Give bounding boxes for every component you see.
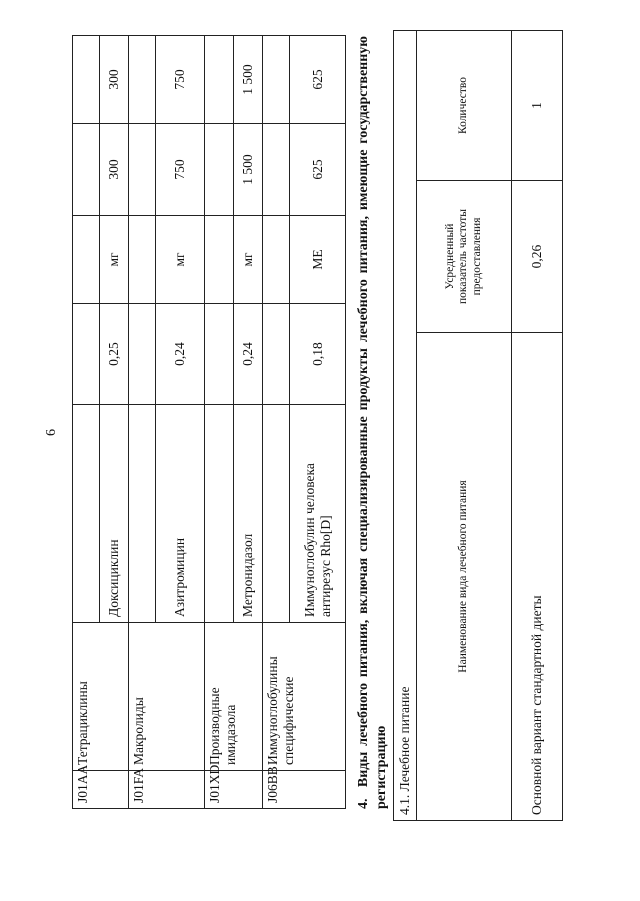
empty-cell bbox=[263, 405, 290, 623]
empty-cell bbox=[129, 405, 156, 623]
odd-cell: 750 bbox=[156, 124, 205, 216]
empty-cell bbox=[263, 216, 290, 304]
ekd-cell: 1 500 bbox=[234, 36, 263, 124]
odd-cell: 300 bbox=[100, 124, 129, 216]
header-name: Наименование вида лечебного питания bbox=[417, 333, 512, 821]
nutrition-table bbox=[393, 30, 563, 821]
unit-cell: МЕ bbox=[290, 216, 346, 304]
page-number: 6 bbox=[44, 429, 59, 436]
empty-cell bbox=[73, 304, 100, 405]
empty-cell bbox=[205, 216, 234, 304]
empty-cell bbox=[205, 405, 234, 623]
ekd-cell: 300 bbox=[100, 36, 129, 124]
odd-cell: 625 bbox=[290, 124, 346, 216]
table-row bbox=[73, 36, 100, 809]
empty-cell bbox=[205, 304, 234, 405]
empty-cell bbox=[205, 36, 234, 124]
table-row bbox=[263, 36, 290, 809]
empty-cell bbox=[129, 124, 156, 216]
empty-cell bbox=[73, 216, 100, 304]
diet-name-cell: Основной вариант стандартной диеты bbox=[512, 333, 563, 821]
atc-code-cell: J01XD bbox=[205, 771, 263, 809]
empty-cell bbox=[129, 36, 156, 124]
empty-cell bbox=[263, 124, 290, 216]
ekd-cell: 625 bbox=[290, 36, 346, 124]
empty-cell bbox=[73, 405, 100, 623]
header-quantity: Количество bbox=[417, 31, 512, 181]
group-cell: Производные имидазола bbox=[205, 623, 263, 771]
atc-code-cell: J06BB bbox=[263, 771, 346, 809]
table-header-row bbox=[417, 31, 512, 821]
group-cell: Макролиды bbox=[129, 623, 205, 771]
group-cell: Иммуноглобулины специфические bbox=[263, 623, 346, 771]
odd-cell: 1 500 bbox=[234, 124, 263, 216]
empty-cell bbox=[129, 304, 156, 405]
drug-name-cell: Азитромицин bbox=[156, 405, 205, 623]
diet-frequency-cell: 0,26 bbox=[512, 181, 563, 333]
atc-code-cell: J01AA bbox=[73, 771, 129, 809]
drug-table bbox=[72, 35, 346, 809]
empty-cell bbox=[263, 36, 290, 124]
unit-cell: мг bbox=[156, 216, 205, 304]
header-frequency: Усредненный показатель частоты предоставления bbox=[417, 181, 512, 333]
empty-cell bbox=[73, 124, 100, 216]
atc-code-cell: J01FA bbox=[129, 771, 205, 809]
empty-cell bbox=[129, 216, 156, 304]
frequency-cell: 0,24 bbox=[156, 304, 205, 405]
drug-name-cell: Доксициклин bbox=[100, 405, 129, 623]
frequency-cell: 0,18 bbox=[290, 304, 346, 405]
table-row bbox=[512, 31, 563, 821]
table-row bbox=[394, 31, 417, 821]
unit-cell: мг bbox=[100, 216, 129, 304]
group-cell: Тетрациклины bbox=[73, 623, 129, 771]
empty-cell bbox=[263, 304, 290, 405]
section-title: Виды лечебного питания, включая специализированные продукты лечебного питания, имеющие государственную регистрацию bbox=[356, 35, 389, 809]
frequency-cell: 0,25 bbox=[100, 304, 129, 405]
subsection-title: 4.1. Лечебное питание bbox=[394, 31, 417, 821]
empty-cell bbox=[73, 36, 100, 124]
unit-cell: мг bbox=[234, 216, 263, 304]
table-row bbox=[205, 36, 234, 809]
table-row bbox=[129, 36, 156, 809]
drug-name-cell: Метронидазол bbox=[234, 405, 263, 623]
frequency-cell: 0,24 bbox=[234, 304, 263, 405]
drug-name-cell: Иммуноглобулин человека антирезус Rho[D] bbox=[290, 405, 346, 623]
empty-cell bbox=[205, 124, 234, 216]
diet-quantity-cell: 1 bbox=[512, 31, 563, 181]
section-heading bbox=[355, 36, 390, 809]
section-number: 4. bbox=[356, 798, 371, 809]
ekd-cell: 750 bbox=[156, 36, 205, 124]
